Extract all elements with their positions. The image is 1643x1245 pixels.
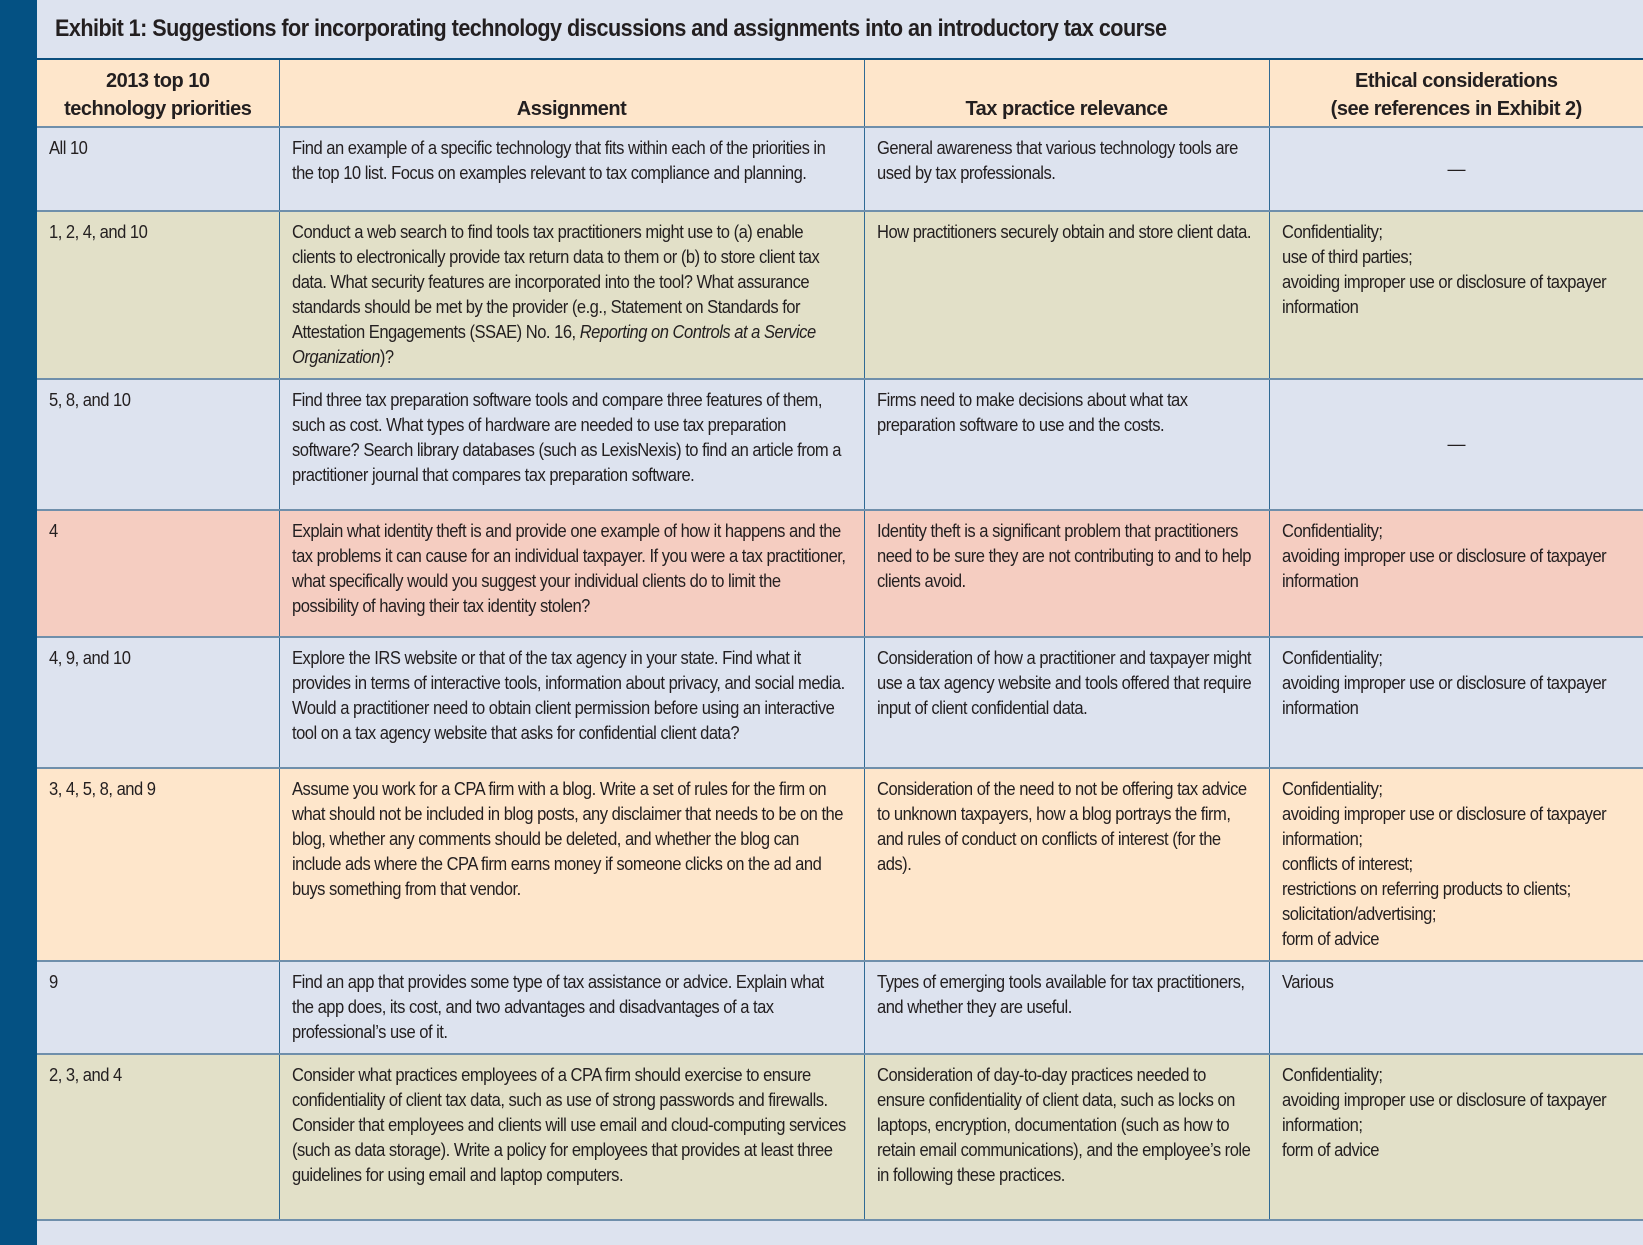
ethics-list [1282, 1063, 1629, 1163]
left-accent-bar [0, 0, 37, 1245]
relevance-text: General awareness that various technology tools are used by tax professionals. [876, 138, 1238, 183]
ethics-list [1282, 432, 1632, 457]
relevance-cell [864, 211, 1269, 379]
relevance-cell [864, 961, 1269, 1054]
ethics-item: solicitation/advertising; [1281, 904, 1436, 924]
header-ethics-line1: Ethical considerations [1355, 70, 1558, 92]
ethics-list [1282, 519, 1629, 594]
priorities-cell [37, 961, 279, 1054]
relevance-cell [864, 127, 1269, 211]
relevance-cell [864, 510, 1269, 637]
ethics-item: avoiding improper use or disclosure of taxpayer information [1281, 546, 1606, 591]
assignment-text-block [292, 1063, 848, 1188]
ethics-item: restrictions on referring products to clients; [1281, 879, 1571, 899]
ethics-item: avoiding improper use or disclosure of taxpayer information; [1281, 1090, 1606, 1135]
relevance-text: How practitioners securely obtain and store client data. [876, 222, 1251, 242]
assignment-cell [279, 1054, 864, 1220]
header-ethics-line2: (see references in Exhibit 2) [1330, 98, 1582, 120]
priorities-text: 3, 4, 5, 8, and 9 [49, 779, 156, 799]
header-row [37, 60, 1643, 127]
priorities-cell [37, 510, 279, 637]
priorities-text: 5, 8, and 10 [49, 390, 131, 410]
table-row [37, 1054, 1643, 1220]
ethics-cell [1269, 768, 1643, 961]
priorities-text: 4, 9, and 10 [49, 648, 131, 668]
relevance-text: Consideration of day-to-day practices needed to ensure confidentiality of client data, such as locks on laptops, encryption, documentation (such as how to retain email communications), and the employee’s role in following these practices. [876, 1065, 1250, 1185]
assignment-text-block [292, 220, 848, 370]
assignment-text-block [292, 970, 848, 1045]
ethics-list [1282, 157, 1632, 182]
assignment-cell [279, 768, 864, 961]
assignment-italic-title: Reporting on Controls at a Service Organization [291, 322, 816, 367]
assignment-text: Explain what identity theft is and provide one example of how it happens and the tax problems it can cause for an individual taxpayer. If you were a tax practitioner, what specifically would you suggest your individual clients do to limit the possibility of having their tax identity stolen? [291, 521, 845, 616]
assignment-text-block [292, 646, 848, 746]
table-row [37, 211, 1643, 379]
assignment-text: Consider what practices employees of a CPA firm should exercise to ensure confidentiality of client tax data, such as use of strong passwords and firewalls. Consider that employees and clients will use email and cloud-computing services (such as data storage). Write a policy for employees that provides at least three guidelines for using email and laptop computers. [291, 1065, 846, 1185]
ethics-cell [1269, 379, 1643, 510]
ethics-cell [1269, 211, 1643, 379]
assignment-text: Find an app that provides some type of tax assistance or advice. Explain what the app does, its cost, and two advantages and disadvantages of a tax professional’s use of it. [291, 972, 824, 1042]
assignment-text-block [292, 519, 848, 619]
priorities-text: 4 [49, 521, 58, 541]
table-row [37, 127, 1643, 211]
priorities-cell [37, 379, 279, 510]
assignment-cell [279, 637, 864, 768]
table-row [37, 510, 1643, 637]
assignment-text-block [292, 777, 848, 902]
assignment-text: Conduct a web search to find tools tax practitioners might use to (a) enable clients to electronically provide tax return data to them or (b) to store client tax data. What security features are incorporated into the tool? What assurance standards should be met by the provider (e.g., Statement on Standards for Attestation Engagements (SSAE) No. 16, [291, 222, 819, 342]
relevance-text: Consideration of the need to not be offering tax advice to unknown taxpayers, how a blog portrays the firm, and rules of conduct on conflicts of interest (for the ads). [876, 779, 1247, 874]
assignment-text: Explore the IRS website or that of the tax agency in your state. Find what it provides in terms of interactive tools, information about privacy, and social media. Would a practitioner need to obtain client permission before using an interactive tool on a tax agency website that asks for confidential client data? [291, 648, 845, 743]
header-priorities-line1: 2013 top 10 [106, 70, 210, 92]
exhibit-title: Exhibit 1: Suggestions for incorporating technology discussions and assignments into an introductory tax course [55, 15, 1167, 42]
ethics-item: Confidentiality; [1281, 222, 1383, 242]
header-priorities-line2: technology priorities [64, 98, 252, 120]
ethics-item: Confidentiality; [1281, 521, 1383, 541]
ethics-cell [1269, 127, 1643, 211]
assignment-cell [279, 379, 864, 510]
assignment-text: Find three tax preparation software tools and compare three features of them, such as cost. What types of hardware are needed to use tax preparation software? Search library databases (such as LexisNexis) to find an article from a practitioner journal that compares tax preparation software. [291, 390, 841, 485]
ethics-list [1282, 777, 1629, 952]
priorities-cell [37, 211, 279, 379]
header-assignment: Assignment [279, 60, 864, 127]
ethics-cell [1269, 961, 1643, 1054]
table-row [37, 961, 1643, 1054]
priorities-cell [37, 637, 279, 768]
relevance-cell [864, 637, 1269, 768]
ethics-item: form of advice [1281, 1140, 1379, 1160]
ethics-item: Various [1281, 972, 1333, 992]
assignment-cell [279, 961, 864, 1054]
relevance-cell [864, 1054, 1269, 1220]
ethics-item: Confidentiality; [1281, 648, 1383, 668]
priorities-cell [37, 127, 279, 211]
table-row [37, 637, 1643, 768]
ethics-list [1282, 220, 1629, 320]
ethics-item: avoiding improper use or disclosure of taxpayer information; [1281, 804, 1606, 849]
priorities-cell [37, 1054, 279, 1220]
ethics-item: conflicts of interest; [1281, 854, 1413, 874]
table-row [37, 768, 1643, 961]
ethics-list [1282, 646, 1629, 721]
exhibit-table [37, 60, 1643, 1221]
relevance-cell [864, 379, 1269, 510]
assignment-cell [279, 510, 864, 637]
priorities-cell [37, 768, 279, 961]
header-ethics [1269, 60, 1643, 127]
relevance-cell [864, 768, 1269, 961]
exhibit-title-bar [37, 0, 1643, 60]
none-dash: — [1447, 434, 1465, 454]
relevance-text: Consideration of how a practitioner and taxpayer might use a tax agency website and tools offered that require input of client confidential data. [876, 648, 1251, 718]
assignment-text-block [292, 136, 848, 186]
ethics-cell [1269, 510, 1643, 637]
priorities-text: All 10 [49, 138, 88, 158]
ethics-cell [1269, 1054, 1643, 1220]
ethics-item: avoiding improper use or disclosure of taxpayer information [1281, 673, 1606, 718]
ethics-item: Confidentiality; [1281, 779, 1383, 799]
relevance-text: Identity theft is a significant problem that practitioners need to be sure they are not contributing to and to help clients avoid. [876, 521, 1251, 591]
ethics-cell [1269, 637, 1643, 768]
ethics-item: form of advice [1281, 929, 1379, 949]
none-dash: — [1447, 158, 1465, 179]
priorities-text: 9 [49, 972, 58, 992]
relevance-text: Firms need to make decisions about what tax preparation software to use and the costs. [876, 390, 1188, 435]
relevance-text: Types of emerging tools available for tax practitioners, and whether they are useful. [876, 972, 1244, 1017]
priorities-text: 2, 3, and 4 [49, 1065, 122, 1085]
assignment-text-block [292, 388, 848, 488]
table-row [37, 379, 1643, 510]
header-priorities [37, 60, 279, 127]
assignment-text: Find an example of a specific technology that fits within each of the priorities in the top 10 list. Focus on examples relevant to tax compliance and planning. [291, 138, 825, 183]
ethics-list [1282, 970, 1629, 995]
assignment-cell [279, 211, 864, 379]
ethics-item: avoiding improper use or disclosure of taxpayer information [1281, 272, 1606, 317]
ethics-item: Confidentiality; [1281, 1065, 1383, 1085]
assignment-text: Assume you work for a CPA firm with a blog. Write a set of rules for the firm on what should not be included in blog posts, any disclaimer that needs to be on the blog, whether any comments should be deleted, and whether the blog can include ads where the CPA firm earns money if someone clicks on the ad and buys something from that vendor. [291, 779, 843, 899]
assignment-cell [279, 127, 864, 211]
assignment-text-tail: )? [379, 347, 394, 367]
priorities-text: 1, 2, 4, and 10 [49, 222, 148, 242]
header-relevance: Tax practice relevance [864, 60, 1269, 127]
ethics-item: use of third parties; [1281, 247, 1412, 267]
exhibit-page [37, 0, 1643, 1245]
